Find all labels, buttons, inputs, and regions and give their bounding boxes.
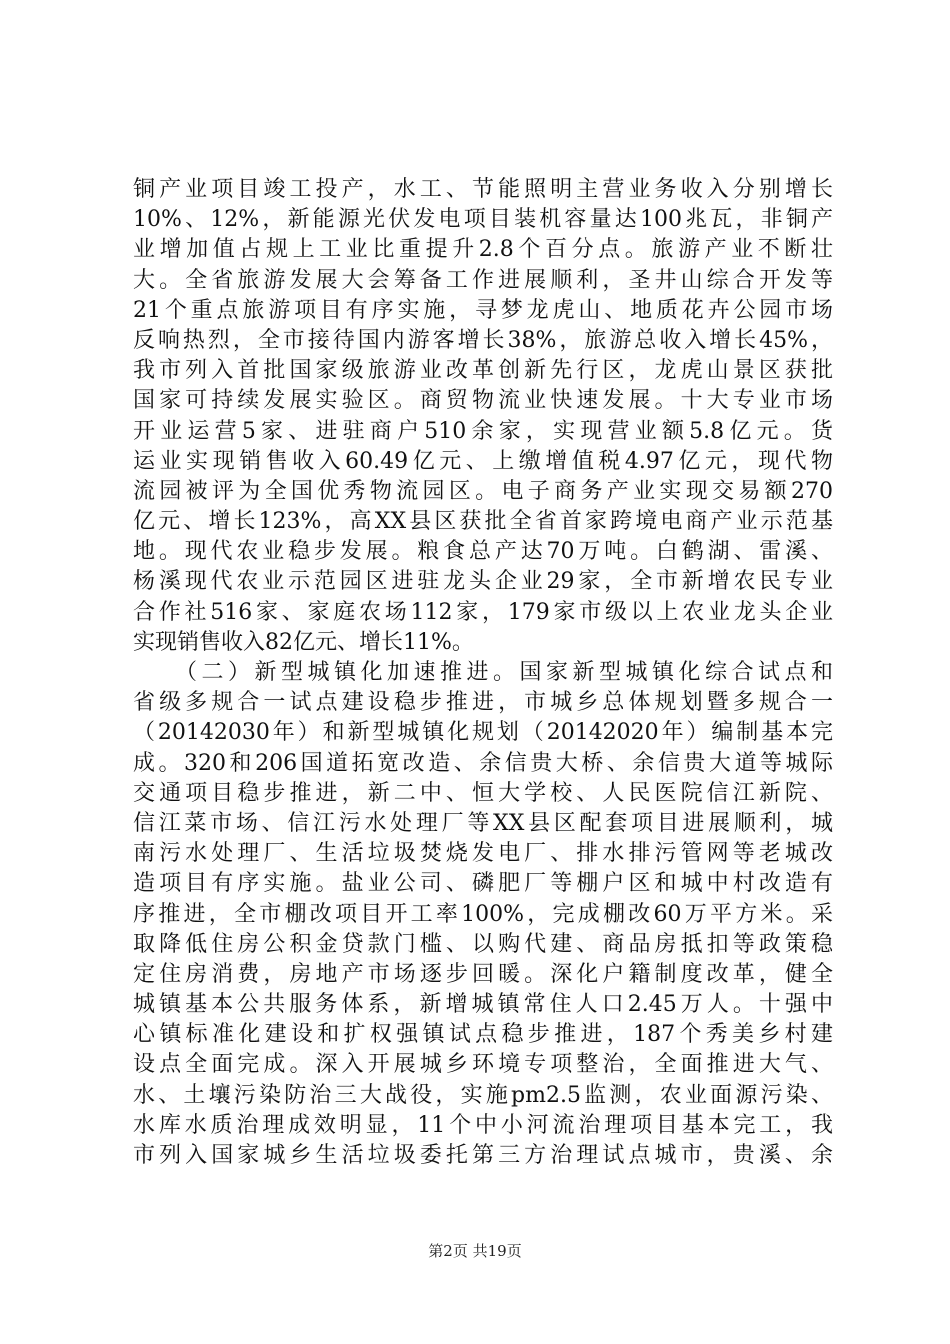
paragraph-1 [133,175,833,658]
text-line: （二）新型城镇化加速推进。国家新型城镇化综合试点和 [133,660,833,685]
text-line: 10%、12%，新能源光伏发电项目装机容量达100兆瓦，非铜产 [133,207,833,233]
text-line: 业增加值占规上工业比重提升2.8个百分点。旅游产业不断壮 [133,237,833,263]
text-line: 心镇标准化建设和扩权强镇试点稳步推进，187个秀美乡村建 [133,1022,833,1048]
paragraph-2 [133,658,833,1171]
text-line: 取降低住房公积金贷款门槛、以购代建、商品房抵扣等政策稳 [133,931,833,957]
text-line: 信江菜市场、信江污水处理厂等XX县区配套项目进展顺利，城 [133,810,833,836]
text-line: 市列入国家城乡生活垃圾委托第三方治理试点城市，贵溪、余 [133,1143,833,1168]
text-line: 造项目有序实施。盐业公司、磷肥厂等棚户区和城中村改造有 [133,871,833,897]
text-line: 亿元、增长123%，高XX县区获批全省首家跨境电商产业示范基 [133,509,833,535]
text-line: 合作社516家、家庭农场112家，179家市级以上农业龙头企业 [133,599,833,625]
page-footer: 第2页 共19页 [428,1242,522,1260]
text-line: 反响热烈，全市接待国内游客增长38%，旅游总收入增长45%， [133,327,833,353]
text-line: 设点全面完成。深入开展城乡环境专项整治，全面推进大气、 [133,1052,833,1078]
text-line: 国家可持续发展实验区。商贸物流业快速发展。十大专业市场 [133,388,833,414]
text-line: 我市列入首批国家级旅游业改革创新先行区，龙虎山景区获批 [133,358,833,384]
text-line: 定住房消费，房地产市场逐步回暖。深化户籍制度改革，健全 [133,961,833,987]
text-line: 交通项目稳步推进，新二中、恒大学校、人民医院信江新院、 [133,780,833,806]
text-line: 21个重点旅游项目有序实施，寻梦龙虎山、地质花卉公园市场 [133,297,833,323]
text-line: 序推进，全市棚改项目开工率100%，完成棚改60万平方米。采 [133,901,833,927]
text-line: 流园被评为全国优秀物流园区。电子商务产业实现交易额270 [133,478,833,504]
text-line: 铜产业项目竣工投产，水工、节能照明主营业务收入分别增长 [133,177,833,202]
text-line: 水、土壤污染防治三大战役，实施pm2.5监测，农业面源污染、 [133,1082,833,1108]
text-line: 杨溪现代农业示范园区进驻龙头企业29家，全市新增农民专业 [133,569,833,595]
text-line: 开业运营5家、进驻商户510余家，实现营业额5.8亿元。货 [133,418,833,444]
text-line: 水库水质治理成效明显，11个中小河流治理项目基本完工，我 [133,1112,833,1138]
text-line: 城镇基本公共服务体系，新增城镇常住人口2.45万人。十强中 [133,992,833,1018]
text-line: 省级多规合一试点建设稳步推进，市城乡总体规划暨多规合一 [133,690,833,716]
text-line: 实现销售收入82亿元、增长11%。 [133,629,474,655]
text-line: 运业实现销售收入60.49亿元、上缴增值税4.97亿元，现代物 [133,448,833,474]
body-text [133,175,833,1171]
text-line: 大。全省旅游发展大会筹备工作进展顺利，圣井山综合开发等 [133,267,833,293]
text-line: 成。320和206国道拓宽改造、余信贵大桥、余信贵大道等城际 [133,750,833,776]
text-line: 地。现代农业稳步发展。粮食总产达70万吨。白鹤湖、雷溪、 [133,539,833,565]
text-line: 南污水处理厂、生活垃圾焚烧发电厂、排水排污管网等老城改 [133,841,833,867]
text-line: （20142030年）和新型城镇化规划（20142020年）编制基本完 [133,720,833,746]
